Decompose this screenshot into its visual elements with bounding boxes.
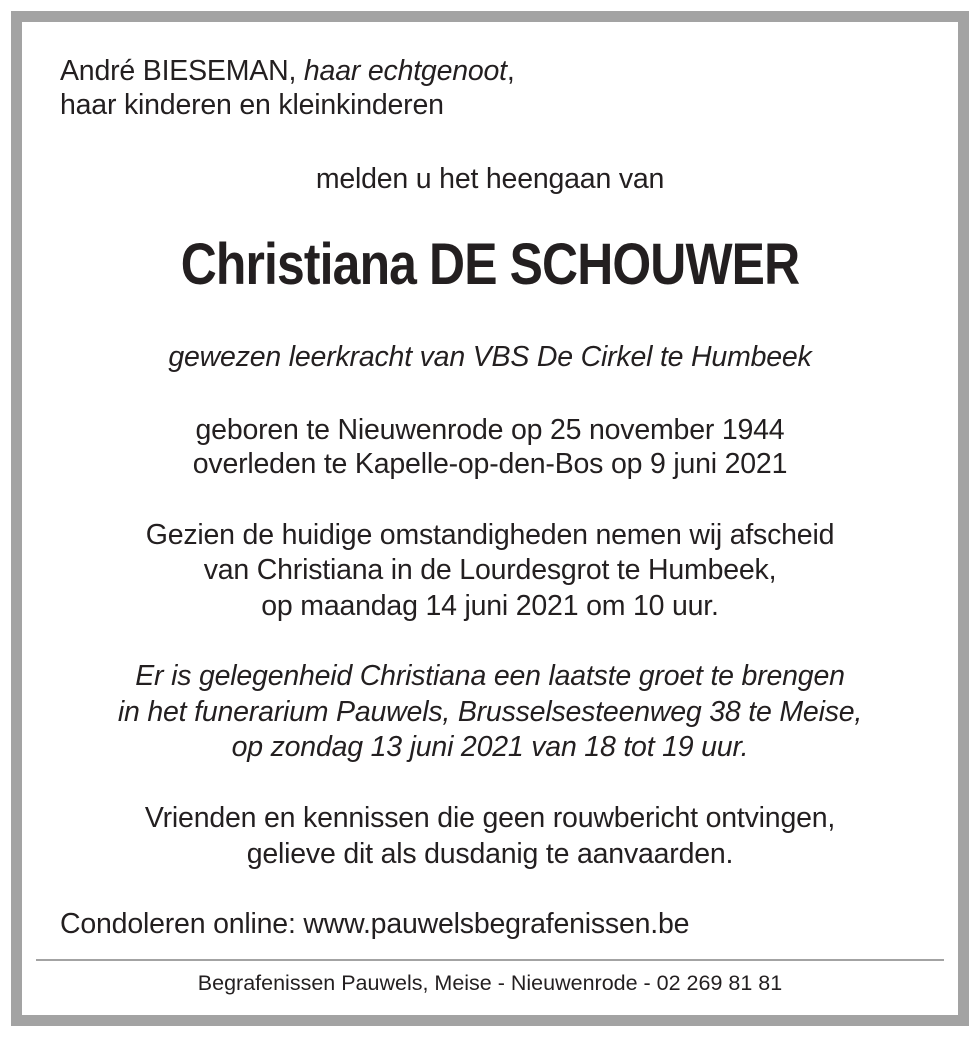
spouse-role-comma: , <box>506 55 515 87</box>
deceased-name-wrap <box>0 232 980 297</box>
spouse-role: haar echtgenoot <box>303 55 507 87</box>
footer-divider <box>36 959 944 961</box>
farewell-line-3: op maandag 14 juni 2021 om 10 uur. <box>261 590 719 622</box>
condolences-text: Condoleren online: www.pauwelsbegrafenissen.be <box>60 908 690 940</box>
notice-line-2: gelieve dit als dusdanig te aanvaarden. <box>246 838 734 870</box>
spouse-name: André BIESEMAN, <box>60 55 297 87</box>
intro-text: melden u het heengaan van <box>315 163 665 195</box>
farewell-line-1: Gezien de huidige omstandigheden nemen wij afscheid <box>145 519 835 551</box>
family-line-1 <box>60 57 515 86</box>
deceased-name: Christiana DE SCHOUWER <box>180 232 800 297</box>
visitation-line-1: Er is gelegenheid Christiana een laatste groet te brengen <box>135 660 845 692</box>
visitation-line-2: in het funerarium Pauwels, Brusselsesteenweg 38 te Meise, <box>117 696 863 728</box>
family-line-2: haar kinderen en kleinkinderen <box>60 89 444 121</box>
funeral-home-footer: Begrafenissen Pauwels, Meise - Nieuwenrode - 02 269 81 81 <box>197 971 783 995</box>
farewell-line-2: van Christiana in de Lourdesgrot te Humbeek, <box>203 554 777 586</box>
visitation-line-3: op zondag 13 juni 2021 van 18 tot 19 uur. <box>231 731 749 763</box>
birth-text: geboren te Nieuwenrode op 25 november 1944 <box>195 414 785 446</box>
occupation-text: gewezen leerkracht van VBS De Cirkel te Humbeek <box>168 341 812 373</box>
notice-line-1: Vrienden en kennissen die geen rouwbericht ontvingen, <box>144 802 836 834</box>
death-text: overleden te Kapelle-op-den-Bos op 9 juni 2021 <box>192 448 788 480</box>
